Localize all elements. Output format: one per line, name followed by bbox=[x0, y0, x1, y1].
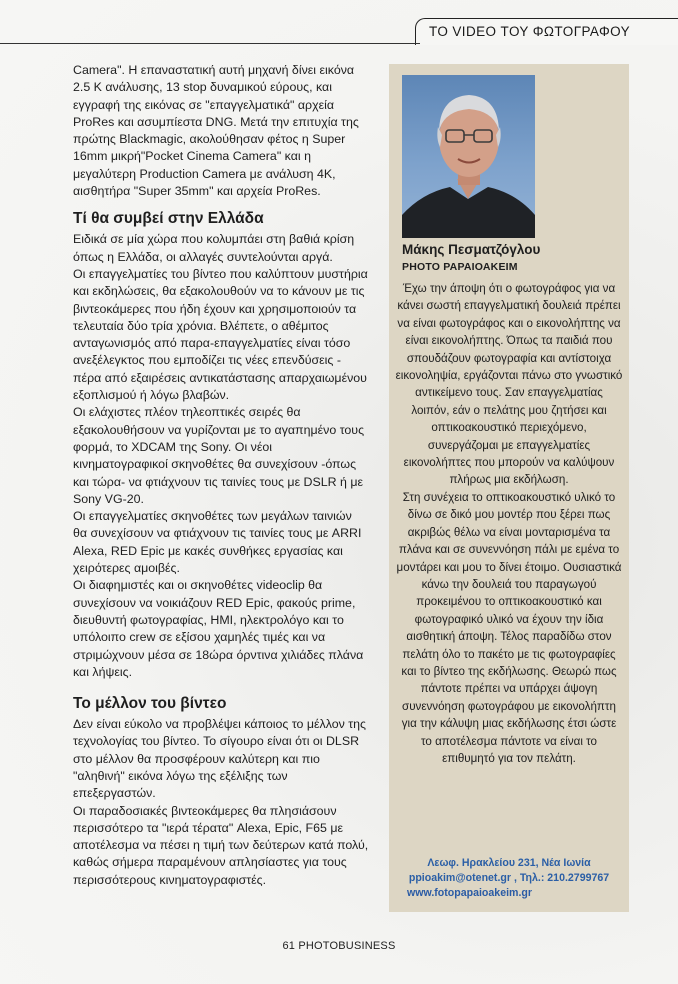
interview-paragraph: Έχω την άποψη ότι ο φωτογράφος για να κάνει σωστή επαγγελματική δουλειά πρέπει να είναι φωτογράφος και ο εικονολήπτης να είναι εικονολήπτης. Όπως τα παιδιά που σπουδάζουν φωτογραφία και αντίστοιχα εικονοληψία, εργάζονται πάνω στο γνωστικό αντικείμενο τους. Σαν επαγγελματίας λοιπόν, εάν ο πελάτης μου ζητήσει και οπτικοακουστικό περιεχόμενο, συνεργάζομαι με επαγγελματίες εικονολήπτες που μπορούν να καλύψουν πλήρως μια εκδήλωση. bbox=[395, 282, 623, 487]
body-paragraph: Οι παραδοσιακές βιντεοκάμερες θα πλησιάσουν περισσότερο τα "ιερά τέρατα" Alexa, Epic, F65 με αποτέλεσμα να πέσει η τιμή των δεύτερων κατά πολύ, καθώς σήμερα παραμένουν απλησίαστες για τους περισσότερους κινηματογραφιστές. bbox=[73, 803, 369, 887]
section-heading-greece: Τί θα συμβεί στην Ελλάδα bbox=[73, 210, 264, 228]
website-link[interactable]: www.fotopapaioakeim.gr bbox=[407, 887, 532, 899]
body-paragraph: Ειδικά σε μία χώρα που κολυμπάει στη βαθιά κρίση όπως η Ελλάδα, οι αλλαγές συντελούνται αργά. bbox=[73, 232, 355, 264]
company-name: PHOTO ΡΑΡΑΙΟΑΚΕΙΜ bbox=[402, 261, 518, 273]
intro-paragraph: Camera". Η επαναστατική αυτή μηχανή δίνει εικόνα 2.5 Κ ανάλυσης, 13 stop δυναμικού εύρους, και εγγραφή της εικόνας σε "επαγγελματικά" αρχεία ProRes και ασυμπίεστα DNG. Μετά την επιτυχία της πρώτης Blackmagic, ακολούθησαν φέτος η Super 16mm μικρή"Pocket Cinema Camera" και η μεγαλύτερη Production Camera με ανάλυση 4K, αισθητήρα "Super 35mm" και αρχεία ProRes. bbox=[73, 63, 359, 199]
interview-paragraph: Στη συνέχεια το οπτικοακουστικό υλικό το δίνω σε δικό μου μοντέρ που ξέρει πως ακριβώς θέλω να είναι μονταρισμένα τα πλάνα και σε συνεννόηση πάλι με εμένα το μοντάρει και μου το δίνει έτοιμο. Ουσιαστικά κάνω την δουλειά του παραγωγού προκειμένου το οπτικοακουστικό και φωτογραφικό υλικό να έχουν την ίδια αισθητική άποψη. Τέλος παραδίδω στον πελάτη όλο το πακέτο με τις φωτογραφίες και το βίντεο της εκδήλωσης. Θεωρώ πως πάντοτε πρέπει να υπάρχει άψογη συνεννόηση φωτογράφου με εικονολήπτη για την κάλυψη μιας εκδήλωσης έτσι ώστε το αποτέλεσμα πάντοτε να είναι το επιθυμητό για τον πελάτη. bbox=[396, 490, 622, 765]
body-paragraph: Δεν είναι εύκολο να προβλέψει κάποιος το μέλλον της τεχνολογίας του βίντεο. Το σίγουρο είναι ότι οι DLSR στο μέλλον θα προσφέρουν καλύτερη και πιο "αληθινή" εικόνα λόγω της εξέλιξης των επεξεργαστών. bbox=[73, 717, 367, 801]
body-paragraph: Οι ελάχιστες πλέον τηλεοπτικές σειρές θα εξακολουθήσουν να γυρίζονται με το αγαπημένο τους φορμά, το XDCAM της Sony. Οι νέοι κινηματογραφικοί σκηνοθέτες θα συνεχίσουν -όπως και τώρα- να φτιάχνουν τις ταινίες τους με DSLR ή με Sony VG-20. bbox=[73, 405, 365, 506]
email-phone-line: ppioakim@otenet.gr , Τηλ.: 210.2799767 bbox=[408, 872, 610, 884]
portrait-icon bbox=[402, 75, 535, 238]
section-heading-future: Το μέλλον του βίντεο bbox=[73, 695, 227, 713]
portrait-photo bbox=[402, 75, 535, 238]
interview-text bbox=[389, 280, 629, 767]
address-line: Λεωφ. Ηρακλείου 231, Νέα Ιωνία bbox=[427, 857, 591, 869]
interview-sidebar bbox=[389, 64, 629, 912]
header-rule bbox=[0, 43, 420, 44]
body-paragraph: Οι διαφημιστές και οι σκηνοθέτες videoclip θα συνεχίσουν να νοικιάζουν RED Epic, φακούς prime, διευθυντή φωτογραφίας, HMI, ηλεκτρολόγο και το υπόλοιπο crew σε εξίσου χαμηλές τιμές και να στριμώχνουν μέσα σε 18ώρα όρντινα χιλιάδες πλάνα και λήψεις. bbox=[73, 578, 364, 679]
interviewee-name: Μάκης Πεσματζόγλου bbox=[402, 242, 541, 257]
body-paragraph: Οι επαγγελματίες του βίντεο που καλύπτουν μυστήρια και εκδηλώσεις, θα εξακολουθούν να το κάνουν με τις βιντεοκάμερες που ήδη έχουν και χρησιμοποιούν τα τελευταία δύο τρία χρόνια. Βλέπετε, ο αθέμιτος ανταγωνισμός από παρα-επαγγελματίες είναι τόσο ανεξέλεγκτος που εμποδίζει τις νέες επενδύσεις - πέρα από εξαιρέσεις αντικατάστασης απαρχαιωμένου εξοπλισμού ή λόγω βλαβών. bbox=[73, 266, 368, 403]
section-title: ΤΟ VIDEO ΤΟΥ ΦΩΤΟΓΡΑΦΟΥ bbox=[428, 24, 630, 39]
contact-block bbox=[389, 856, 629, 901]
body-paragraph: Οι επαγγελματίες σκηνοθέτες των μεγάλων ταινιών θα συνεχίσουν να φτιάχνουν τις ταινίες τους με ARRI Alexa, RED Epic με κακές συνθήκες εργασίας και χειρότερες αμοιβές. bbox=[73, 509, 362, 576]
article-column bbox=[73, 62, 369, 889]
page-footer: 61 PHOTOBUSINESS bbox=[282, 940, 396, 952]
